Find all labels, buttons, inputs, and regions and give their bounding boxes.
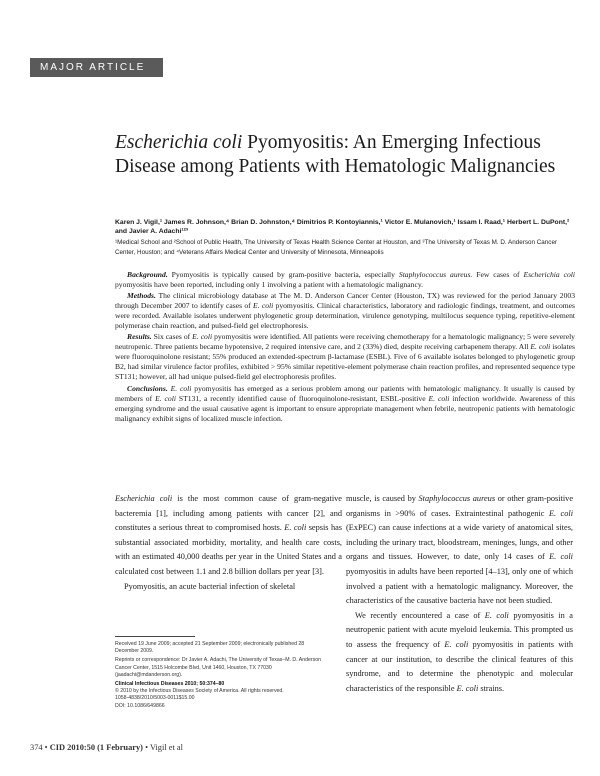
journal-citation: Clinical Infectious Diseases 2010; 50:374–80 xyxy=(115,681,225,688)
title-italic: Escherichia coli xyxy=(115,132,243,153)
page-footer: 374 • CID 2010:50 (1 February) • Vigil et al xyxy=(30,743,183,752)
abstract-methods: Methods. The clinical microbiology database at The M. D. Anderson Cancer Center (Houston, TX) was reviewed for the period January 2003 through December 2007 to identify cases of E. coli pyomyositis. Clinical characteristics, laboratory and radiologic findings, treatment, and outcomes were recorded. Available isolates underwent phylogenetic group determination, virulence genotyping, multilocus sequence typing, repetitive-element polymerase chain reaction, and pulsed-field gel electrophoresis. xyxy=(115,291,576,331)
body-paragraph: We recently encountered a case of E. coli pyomyositis in a neutropenic patient with acute myeloid leukemia. This prompted us to assess the frequency of E. coli pyomyositis in patients with cancer at our institution, to describe the clinical features of this syndrome, and to determine the phenotypic and molecular characteristics of the responsible E. coli strains. xyxy=(346,610,573,693)
issn: 1058-4838/2010/5003-0011$15.00 xyxy=(115,695,195,702)
footnote xyxy=(115,641,327,710)
article-title xyxy=(115,131,575,179)
body-column-left xyxy=(115,492,342,594)
copyright: © 2010 by the Infectious Diseases Society of America. All rights reserved. xyxy=(115,688,284,695)
body-column-right xyxy=(346,492,573,696)
reprints-info: Reprints or correspondence: Dr Javier A. Adachi, The University of Texas–M. D. Anderson Cancer Center, 1515 Holcombe Blvd, Unit 1460, Houston, TX 77030 (jaadachi@mdanderson.org). xyxy=(115,657,321,678)
abstract-background: Background. Pyomyositis is typically caused by gram-positive bacteria, especially Staphylococcus aureus. Few cases of Escherichia coli pyomyositis have been reported, including only 1 involving a patient with a hematologic malignancy. xyxy=(115,270,576,290)
title-rest: Pyomyositis: An Emerging Infectious Disease among Patients with Hematologic Malignancies xyxy=(115,132,556,177)
running-author: Vigil et al xyxy=(149,743,183,752)
section-tag: MAJOR ARTICLE xyxy=(30,58,163,77)
doi: DOI: 10.1086/649866 xyxy=(115,702,165,709)
author-list: Karen J. Vigil,¹ James R. Johnson,⁴ Brian D. Johnston,⁴ Dimitrios P. Kontoyiannis,¹ Victor E. Mulanovich,¹ Issam I. Raad,¹ Herbert L. DuPont,² and Javier A. Adachi¹²³ xyxy=(115,219,570,235)
abstract-conclusions: Conclusions. E. coli pyomyositis has emerged as a serious problem among our patients with hematologic malignancy. It usually is caused by members of E. coli ST131, a recently identified cause of fluoroquinolone-resistant, ESBL-positive E. coli infection worldwide. Awareness of this emerging syndrome and the usual causative agent is important to ensure appropriate management when febrile, neutropenic patients with hematologic malignancy exhibit signs of localized muscle infection. xyxy=(115,383,575,423)
received-dates: Received 19 June 2009; accepted 21 September 2009; electronically published 28 December 2009. xyxy=(115,641,305,655)
body-paragraph: Escherichia coli is the most common cause of gram-negative bacteremia [1], including among patients with cancer [2], and constitutes a serious threat to compromised hosts. E. coli sepsis has substantial associated morbidity, mortality, and health care costs, with an estimated 40,000 deaths per year in the United States and a calculated cost between 1.1 and 2.8 billion dollars per year [3]. xyxy=(115,494,343,576)
page-number: 374 xyxy=(30,743,43,752)
abstract xyxy=(115,270,575,425)
abstract-results: Results. Six cases of E. coli pyomyositis were identified. All patients were receiving chemotherapy for a hematologic malignancy; 5 were severely neutropenic. Three patients became hypotensive, 2 required intensive care, and 2 (33%) died, despite receiving carbapenem therapy. All E. coli isolates were fluoroquinolone resistant; 55% produced an extended-spectrum β-lactamase (ESBL). Five of 6 available isolates belonged to phylogenetic group B2, had similar virulence factor profiles, exhibited > 95% similar repetitive-element polymerase chain reaction profiles, and represented sequence type ST131; however, all had unique pulsed-field gel electrophoresis profiles. xyxy=(115,332,575,382)
affiliations: ¹Medical School and ²School of Public Health, The University of Texas Health Science Center at Houston, and ³The University of Texas M. D. Anderson Cancer Center, Houston; and ⁴Veterans Affairs Medical Center and University of Minnesota, Minneapolis xyxy=(115,239,558,256)
journal-info: CID 2010:50 (1 February) xyxy=(49,743,143,752)
body-paragraph: muscle, is caused by Staphylococcus aureus or other gram-positive organisms in >90% of cases. Extraintestinal pathogenic E. coli (ExPEC) can cause infections at a wide variety of anatomical sites, including the urinary tract, bloodstream, meninges, lungs, and other organs and tissues. However, to date, only 14 cases of E. coli pyomyositis in adults have been reported [4–13], only one of which involved a patient with a hematologic malignancy. Moreover, the characteristics of the causative bacteria have not been studied. xyxy=(346,494,574,606)
body-paragraph: Pyomyositis, an acute bacterial infection of skeletal xyxy=(124,581,296,591)
footnote-divider xyxy=(115,636,195,637)
